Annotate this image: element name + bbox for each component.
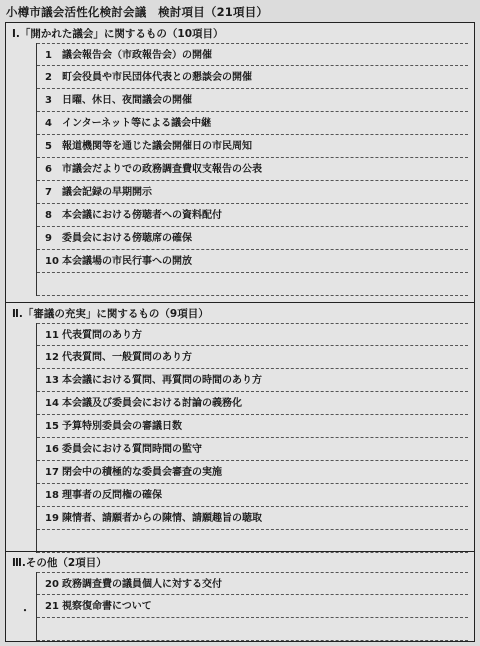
section-heading: Ⅲ.その他（2項目） xyxy=(12,557,107,569)
item-number: 14 xyxy=(45,398,59,409)
section-other xyxy=(6,551,474,642)
item-number: 1 xyxy=(45,50,52,61)
item-text: 議会記録の早期開示 xyxy=(62,187,152,198)
list-item xyxy=(37,346,468,369)
item-text: 報道機関等を通じた議会開催日の市民周知 xyxy=(62,141,252,152)
item-text: 理事者の反問権の確保 xyxy=(62,490,162,501)
item-number: 16 xyxy=(45,444,59,455)
item-number: 19 xyxy=(45,513,59,524)
item-number: 7 xyxy=(45,187,52,198)
item-text: 政務調査費の議員個人に対する交付 xyxy=(62,579,222,590)
item-text: 代表質問、一般質問のあり方 xyxy=(62,352,192,363)
item-text: 本会議における傍聴者への資料配付 xyxy=(62,210,222,221)
item-list xyxy=(36,572,468,641)
list-item xyxy=(37,250,468,273)
item-text: 本会議場の市民行事への開放 xyxy=(62,256,192,267)
item-number: 20 xyxy=(45,579,59,590)
section-deliberation xyxy=(6,302,474,552)
list-item xyxy=(37,135,468,158)
list-item xyxy=(37,204,468,227)
item-list xyxy=(36,43,468,296)
list-item xyxy=(37,227,468,250)
item-number: 6 xyxy=(45,164,52,175)
item-number: 5 xyxy=(45,141,52,152)
item-number: 8 xyxy=(45,210,52,221)
list-item xyxy=(37,369,468,392)
list-item xyxy=(37,484,468,507)
section-heading: Ⅱ.「審議の充実」に関するもの（9項目） xyxy=(12,308,209,320)
item-text: 日曜、休日、夜間議会の開催 xyxy=(62,95,192,106)
items-table xyxy=(5,22,475,642)
list-item-empty xyxy=(37,273,468,296)
list-item xyxy=(37,438,468,461)
item-text: 委員会における質問時間の監守 xyxy=(62,444,202,455)
item-text: 閉会中の積極的な委員会審査の実施 xyxy=(62,467,222,478)
item-text: 陳情者、請願者からの陳情、請願趣旨の聴取 xyxy=(62,513,262,524)
item-number: 21 xyxy=(45,601,59,612)
item-number: 10 xyxy=(45,256,59,267)
item-text: 予算特別委員会の審議日数 xyxy=(62,421,182,432)
item-text: 議会報告会（市政報告会）の開催 xyxy=(62,50,212,61)
margin-mark: ・ xyxy=(20,606,30,617)
list-item xyxy=(37,89,468,112)
item-number: 3 xyxy=(45,95,52,106)
list-item-empty xyxy=(37,618,468,641)
list-item xyxy=(37,507,468,530)
document-title: 小樽市議会活性化検討会議 検討項目（21項目） xyxy=(6,5,269,19)
list-item xyxy=(37,158,468,181)
item-text: 視察復命書について xyxy=(62,601,152,612)
item-number: 2 xyxy=(45,72,52,83)
list-item xyxy=(37,112,468,135)
list-item xyxy=(37,66,468,89)
item-text: 本会議における質問、再質問の時間のあり方 xyxy=(62,375,262,386)
item-number: 11 xyxy=(45,330,59,341)
item-number: 18 xyxy=(45,490,59,501)
item-text: インターネット等による議会中継 xyxy=(62,118,212,129)
item-text: 市議会だよりでの政務調査費収支報告の公表 xyxy=(62,164,262,175)
list-item xyxy=(37,181,468,204)
list-item xyxy=(37,595,468,618)
item-text: 代表質問のあり方 xyxy=(62,330,142,341)
list-item xyxy=(37,43,468,66)
list-item xyxy=(37,323,468,346)
section-heading: Ⅰ.「開かれた議会」に関するもの（10項目） xyxy=(12,28,224,40)
list-item-empty xyxy=(37,530,468,553)
list-item xyxy=(37,572,468,595)
item-text: 町会役員や市民団体代表との懇談会の開催 xyxy=(62,72,252,83)
item-number: 17 xyxy=(45,467,59,478)
item-number: 13 xyxy=(45,375,59,386)
list-item xyxy=(37,415,468,438)
item-number: 9 xyxy=(45,233,52,244)
item-text: 委員会における傍聴席の確保 xyxy=(62,233,192,244)
section-open-assembly xyxy=(6,23,474,302)
item-text: 本会議及び委員会における討論の義務化 xyxy=(62,398,242,409)
item-number: 12 xyxy=(45,352,59,363)
item-number: 15 xyxy=(45,421,59,432)
item-number: 4 xyxy=(45,118,52,129)
list-item xyxy=(37,461,468,484)
item-list xyxy=(36,323,468,553)
list-item xyxy=(37,392,468,415)
